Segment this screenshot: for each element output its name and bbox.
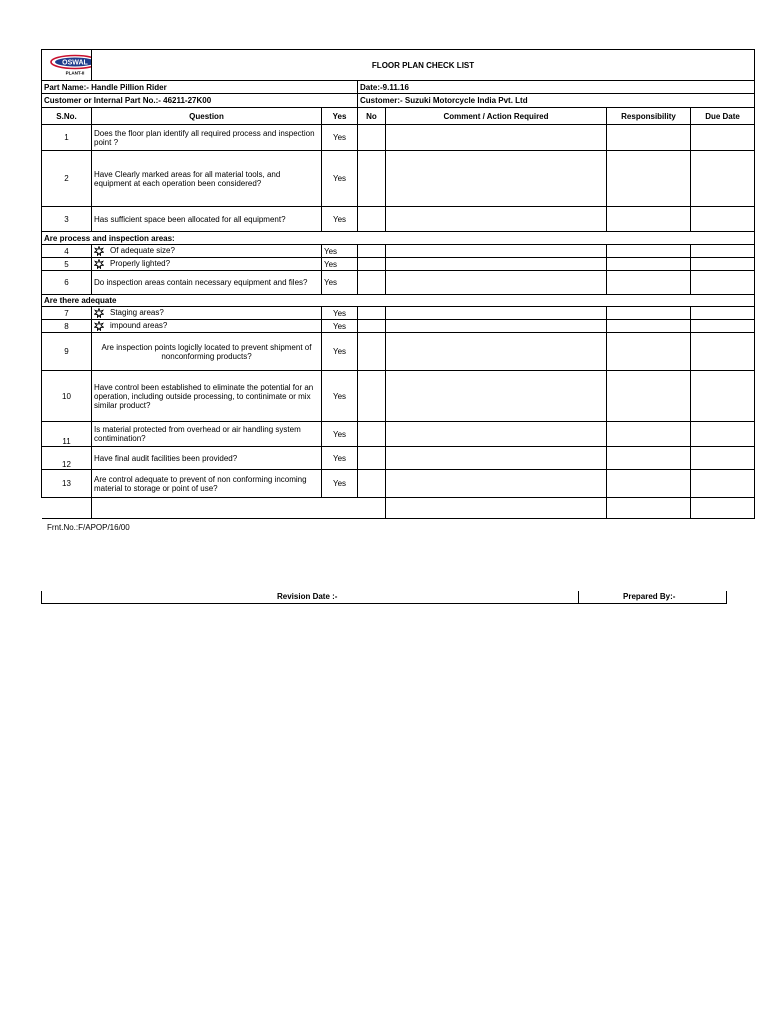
question-cell: Are control adequate to prevent of non conforming incoming material to storage or point of use? bbox=[92, 470, 322, 498]
info-row-1 bbox=[42, 81, 755, 94]
sno-cell: 7 bbox=[42, 307, 92, 320]
no-cell[interactable] bbox=[358, 125, 386, 151]
sno-cell: 11 bbox=[42, 422, 92, 447]
due-date-cell[interactable] bbox=[691, 320, 755, 333]
blank-cell bbox=[358, 498, 386, 519]
yes-cell[interactable]: Yes bbox=[322, 125, 358, 151]
question-cell: Have Clearly marked areas for all material tools, and equipment at each operation been considered? bbox=[92, 151, 322, 207]
responsibility-cell[interactable] bbox=[607, 470, 691, 498]
question-cell: Have final audit facilities been provided? bbox=[92, 447, 322, 470]
comment-cell[interactable] bbox=[386, 422, 607, 447]
due-date-cell[interactable] bbox=[691, 245, 755, 258]
format-number: Frnt.No.:F/APOP/16/00 bbox=[47, 523, 130, 532]
due-date-cell[interactable] bbox=[691, 207, 755, 232]
table-row bbox=[42, 151, 755, 207]
due-date-cell[interactable] bbox=[691, 125, 755, 151]
section-row-adequate bbox=[42, 295, 755, 307]
responsibility-cell[interactable] bbox=[607, 151, 691, 207]
question-cell: Do inspection areas contain necessary equipment and files? bbox=[92, 271, 322, 295]
col-due-date: Due Date bbox=[691, 108, 755, 125]
question-cell: Is material protected from overhead or air handling system contimination? bbox=[92, 422, 322, 447]
responsibility-cell[interactable] bbox=[607, 320, 691, 333]
page-title: FLOOR PLAN CHECK LIST bbox=[92, 50, 755, 81]
due-date-cell[interactable] bbox=[691, 333, 755, 371]
col-question: Question bbox=[92, 108, 322, 125]
question-text: impound areas? bbox=[110, 321, 168, 331]
revision-date-label: Revision Date :- bbox=[277, 592, 338, 601]
checklist-table bbox=[41, 49, 755, 519]
yes-cell[interactable]: Yes bbox=[322, 207, 358, 232]
table-row bbox=[42, 307, 755, 320]
starburst-icon bbox=[94, 321, 104, 331]
starburst-icon bbox=[94, 308, 104, 318]
sno-cell: 2 bbox=[42, 151, 92, 207]
checklist-sheet bbox=[41, 49, 740, 519]
logo-cell bbox=[42, 50, 92, 81]
comment-cell[interactable] bbox=[386, 125, 607, 151]
no-cell[interactable] bbox=[358, 447, 386, 470]
prepared-by-label: Prepared By:- bbox=[623, 592, 676, 601]
yes-cell[interactable]: Yes bbox=[322, 422, 358, 447]
table-row bbox=[42, 271, 755, 295]
logo-text: OSWAL bbox=[62, 59, 88, 67]
responsibility-cell[interactable] bbox=[607, 447, 691, 470]
table-row bbox=[42, 207, 755, 232]
question-cell: Have control been established to eliminate the potential for an operation, including outside processing, to continimate or mix similar product? bbox=[92, 371, 322, 422]
comment-cell[interactable] bbox=[386, 371, 607, 422]
question-text: Properly lighted? bbox=[110, 259, 171, 269]
question-cell: Does the floor plan identify all required process and inspection point ? bbox=[92, 125, 322, 151]
blank-cell bbox=[322, 498, 358, 519]
col-sno: S.No. bbox=[42, 108, 92, 125]
col-yes: Yes bbox=[322, 108, 358, 125]
sno-cell: 8 bbox=[42, 320, 92, 333]
footer-divider bbox=[578, 591, 579, 603]
table-row bbox=[42, 470, 755, 498]
table-row bbox=[42, 447, 755, 470]
comment-cell[interactable] bbox=[386, 320, 607, 333]
section-label: Are there adequate bbox=[42, 295, 755, 307]
due-date-cell[interactable] bbox=[691, 307, 755, 320]
table-row bbox=[42, 320, 755, 333]
question-cell bbox=[92, 320, 322, 333]
footer-divider bbox=[41, 591, 42, 603]
blank-cell bbox=[42, 498, 92, 519]
yes-cell[interactable]: Yes bbox=[322, 320, 358, 333]
sno-cell: 10 bbox=[42, 371, 92, 422]
no-cell[interactable] bbox=[358, 307, 386, 320]
due-date-cell[interactable] bbox=[691, 447, 755, 470]
responsibility-cell[interactable] bbox=[607, 207, 691, 232]
question-cell: Are inspection points logiclly located to prevent shipment of nonconforming products? bbox=[92, 333, 322, 371]
section-row-process bbox=[42, 232, 755, 245]
sno-cell: 1 bbox=[42, 125, 92, 151]
customer-field: Customer:- Suzuki Motorcycle India Pvt. Ltd bbox=[358, 94, 755, 108]
responsibility-cell[interactable] bbox=[607, 125, 691, 151]
sno-cell: 13 bbox=[42, 470, 92, 498]
due-date-cell[interactable] bbox=[691, 271, 755, 295]
table-row bbox=[42, 371, 755, 422]
no-cell[interactable] bbox=[358, 151, 386, 207]
comment-cell[interactable] bbox=[386, 447, 607, 470]
sno-cell: 6 bbox=[42, 271, 92, 295]
starburst-icon bbox=[94, 259, 104, 269]
part-number: Customer or Internal Part No.:- 46211-27K00 bbox=[42, 94, 358, 108]
starburst-icon bbox=[94, 246, 104, 256]
sno-cell: 3 bbox=[42, 207, 92, 232]
responsibility-cell[interactable] bbox=[607, 307, 691, 320]
comment-cell[interactable] bbox=[386, 151, 607, 207]
question-cell bbox=[92, 307, 322, 320]
no-cell[interactable] bbox=[358, 258, 386, 271]
no-cell[interactable] bbox=[358, 207, 386, 232]
yes-cell[interactable]: Yes bbox=[322, 258, 358, 271]
sno-cell: 12 bbox=[42, 447, 92, 470]
section-label: Are process and inspection areas: bbox=[42, 232, 755, 245]
question-cell bbox=[92, 245, 322, 258]
yes-cell[interactable]: Yes bbox=[322, 470, 358, 498]
responsibility-cell[interactable] bbox=[607, 371, 691, 422]
due-date-cell[interactable] bbox=[691, 422, 755, 447]
signature-footer bbox=[41, 591, 727, 604]
blank-cell bbox=[386, 498, 607, 519]
table-row bbox=[42, 422, 755, 447]
yes-cell[interactable]: Yes bbox=[322, 245, 358, 258]
table-row bbox=[42, 245, 755, 258]
sno-cell: 9 bbox=[42, 333, 92, 371]
yes-cell[interactable]: Yes bbox=[322, 307, 358, 320]
table-row bbox=[42, 125, 755, 151]
sno-cell: 5 bbox=[42, 258, 92, 271]
due-date-cell[interactable] bbox=[691, 371, 755, 422]
yes-cell[interactable]: Yes bbox=[322, 151, 358, 207]
question-cell: Has sufficient space been allocated for all equipment? bbox=[92, 207, 322, 232]
no-cell[interactable] bbox=[358, 271, 386, 295]
table-row bbox=[42, 258, 755, 271]
due-date-cell[interactable] bbox=[691, 258, 755, 271]
no-cell[interactable] bbox=[358, 371, 386, 422]
blank-cell bbox=[92, 498, 322, 519]
yes-cell[interactable]: Yes bbox=[322, 333, 358, 371]
table-row bbox=[42, 333, 755, 371]
question-text: Staging areas? bbox=[110, 308, 164, 318]
no-cell[interactable] bbox=[358, 245, 386, 258]
responsibility-cell[interactable] bbox=[607, 422, 691, 447]
responsibility-cell[interactable] bbox=[607, 271, 691, 295]
sno-cell: 4 bbox=[42, 245, 92, 258]
question-text: Of adequate size? bbox=[110, 246, 175, 256]
responsibility-cell[interactable] bbox=[607, 245, 691, 258]
responsibility-cell[interactable] bbox=[607, 258, 691, 271]
part-name: Part Name:- Handle Pillion Rider bbox=[42, 81, 358, 94]
comment-cell[interactable] bbox=[386, 207, 607, 232]
yes-cell[interactable]: Yes bbox=[322, 447, 358, 470]
yes-cell[interactable]: Yes bbox=[322, 271, 358, 295]
comment-cell[interactable] bbox=[386, 333, 607, 371]
comment-cell[interactable] bbox=[386, 258, 607, 271]
yes-cell[interactable]: Yes bbox=[322, 371, 358, 422]
due-date-cell[interactable] bbox=[691, 470, 755, 498]
no-cell[interactable] bbox=[358, 422, 386, 447]
blank-cell bbox=[691, 498, 755, 519]
blank-row bbox=[42, 498, 755, 519]
blank-cell bbox=[607, 498, 691, 519]
due-date-cell[interactable] bbox=[691, 151, 755, 207]
no-cell[interactable] bbox=[358, 470, 386, 498]
no-cell[interactable] bbox=[358, 320, 386, 333]
comment-cell[interactable] bbox=[386, 470, 607, 498]
comment-cell[interactable] bbox=[386, 307, 607, 320]
col-no: No bbox=[358, 108, 386, 125]
title-row bbox=[42, 50, 755, 81]
col-comment: Comment / Action Required bbox=[386, 108, 607, 125]
comment-cell[interactable] bbox=[386, 245, 607, 258]
col-responsibility: Responsibility bbox=[607, 108, 691, 125]
column-header-row bbox=[42, 108, 755, 125]
oswal-logo bbox=[48, 54, 92, 76]
no-cell[interactable] bbox=[358, 333, 386, 371]
info-row-2 bbox=[42, 94, 755, 108]
responsibility-cell[interactable] bbox=[607, 333, 691, 371]
logo-sub: PLANT-II bbox=[65, 70, 85, 76]
date-field: Date:-9.11.16 bbox=[358, 81, 755, 94]
comment-cell[interactable] bbox=[386, 271, 607, 295]
footer-divider bbox=[726, 591, 727, 603]
question-cell bbox=[92, 258, 322, 271]
